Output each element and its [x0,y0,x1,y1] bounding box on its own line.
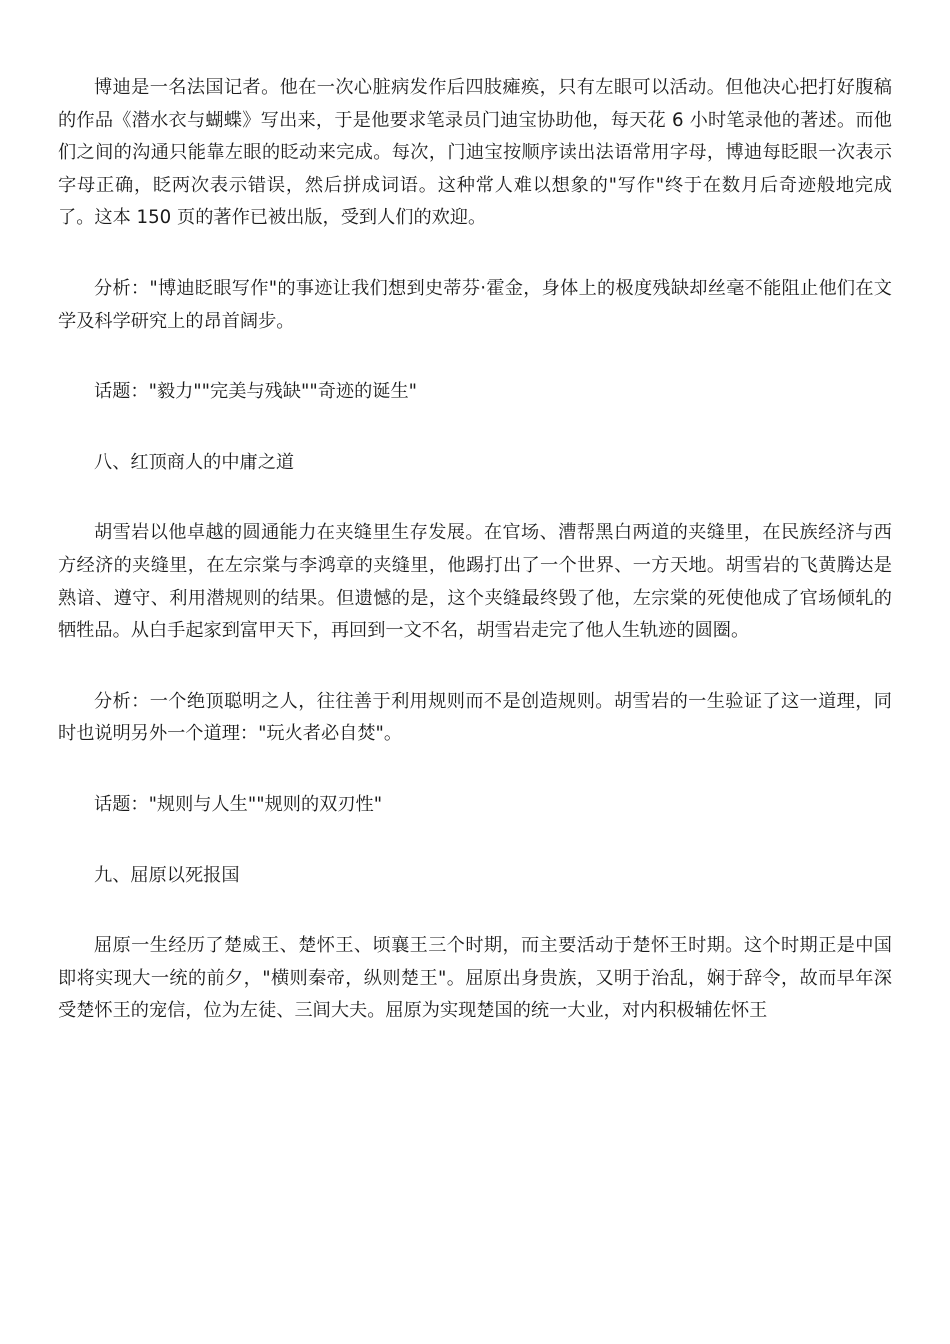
paragraph-bodi-story: 博迪是一名法国记者。他在一次心脏病发作后四肢瘫痪，只有左眼可以活动。但他决心把打好腹稿的作品《潜水衣与蝴蝶》写出来，于是他要求笔录员门迪宝协助他，每天花 6 小时笔录他的著述。而他们之间的沟通只能靠左眼的眨动来完成。每次，门迪宝按顺序读出法语常用字母，博迪每眨眼一次表示字母正确，眨两次表示错误，然后拼成词语。这种常人难以想象的"写作"终于在数月后奇迹般地完成了。这本 150 页的著作已被出版，受到人们的欢迎。 [58,77,892,229]
section-heading-9: 九、屈原以死报国 [94,864,240,886]
paragraph-hu-xueyan-analysis: 分析：一个绝顶聪明之人，往往善于利用规则而不是创造规则。胡雪岩的一生验证了这一道理，同时也说明另外一个道理："玩火者必自焚"。 [58,690,892,745]
document-page [58,72,892,1028]
paragraph-bodi-topics: 话题："毅力""完美与残缺""奇迹的诞生" [94,381,418,403]
paragraph-bodi-analysis: 分析："博迪眨眼写作"的事迹让我们想到史蒂芬·霍金，身体上的极度残缺却丝毫不能阻止他们在文学及科学研究上的昂首阔步。 [58,277,892,332]
paragraph-hu-xueyan-story: 胡雪岩以他卓越的圆通能力在夹缝里生存发展。在官场、漕帮黑白两道的夹缝里，在民族经济与西方经济的夹缝里，在左宗棠与李鸿章的夹缝里，他踢打出了一个世界、一方天地。胡雪岩的飞黄腾达是熟谙、遵守、利用潜规则的结果。但遗憾的是，这个夹缝最终毁了他，左宗棠的死使他成了官场倾轧的牺牲品。从白手起家到富甲天下，再回到一文不名，胡雪岩走完了他人生轨迹的圆圈。 [58,522,892,642]
paragraph-qu-yuan-story: 屈原一生经历了楚威王、楚怀王、顷襄王三个时期，而主要活动于楚怀王时期。这个时期正是中国即将实现大一统的前夕，"横则秦帝，纵则楚王"。屈原出身贵族，又明于治乱，娴于辞令，故而早年深受楚怀王的宠信，位为左徒、三闾大夫。屈原为实现楚国的统一大业，对内积极辅佐怀王 [58,935,892,1022]
paragraph-hu-xueyan-topics: 话题："规则与人生""规则的双刃性" [94,793,383,815]
section-heading-8: 八、红顶商人的中庸之道 [94,451,295,473]
